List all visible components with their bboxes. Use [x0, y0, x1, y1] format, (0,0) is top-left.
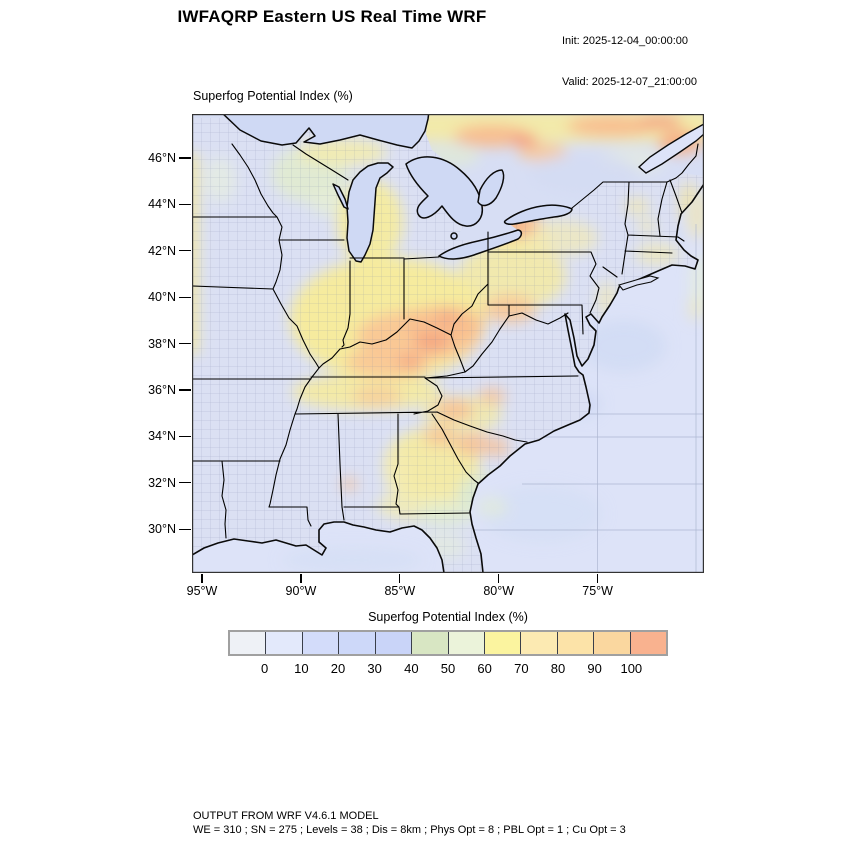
superfog-map — [192, 114, 704, 573]
lon-axis-label: 85°W — [384, 584, 416, 598]
footer-config-line: WE = 310 ; SN = 275 ; Levels = 38 ; Dis = 8km ; Phys Opt = 8 ; PBL Opt = 1 ; Cu Opt = 3 — [193, 824, 626, 836]
lat-axis-label: 36°N — [148, 383, 176, 397]
lat-axis-label: 40°N — [148, 290, 176, 305]
lat-axis-tick — [179, 343, 191, 344]
lat-axis-label: 46°N — [148, 151, 176, 165]
colorbar-segment — [558, 632, 594, 654]
init-timestamp: Init: 2025-12-04_00:00:00 — [562, 35, 688, 47]
colorbar-tick-label: 10 — [294, 661, 309, 676]
footer — [193, 809, 626, 837]
lon-axis-tick — [399, 574, 400, 584]
lat-axis-label: 38°N — [148, 336, 176, 351]
lon-axis-tick — [597, 574, 598, 584]
colorbar-segment — [230, 632, 266, 654]
model-timestamps — [562, 8, 697, 116]
colorbar-tick-label: 0 — [261, 661, 269, 676]
colorbar-segment — [303, 632, 339, 654]
lon-axis-label: 80°W — [483, 584, 515, 598]
colorbar-tick-label: 90 — [587, 661, 602, 676]
lon-axis-tick — [201, 574, 202, 584]
colorbar-segment — [412, 632, 448, 654]
lat-axis-tick — [179, 436, 191, 437]
map-canvas — [192, 114, 704, 573]
lat-axis-tick — [179, 250, 191, 251]
lat-axis-label: 42°N — [148, 243, 176, 258]
colorbar-title: Superfog Potential Index (%) — [368, 610, 528, 624]
colorbar-tick-label: 70 — [514, 661, 529, 676]
lat-axis-label: 30°N — [148, 522, 176, 537]
lat-axis-tick — [179, 204, 191, 205]
colorbar-segment — [266, 632, 302, 654]
lake-st-clair — [451, 233, 457, 239]
colorbar-tick-label: 50 — [440, 661, 456, 676]
colorbar-tick-label: 40 — [404, 661, 419, 676]
lat-axis-label: 34°N — [148, 429, 176, 444]
lon-axis-tick — [498, 574, 499, 584]
colorbar-tick-label: 80 — [550, 661, 566, 676]
colorbar-segment — [521, 632, 557, 654]
lon-axis-label: 90°W — [285, 584, 317, 598]
lon-axis-tick — [300, 574, 301, 584]
colorbar-segment — [376, 632, 412, 654]
lon-axis-label: 75°W — [582, 584, 613, 598]
colorbar-tick-label: 20 — [330, 661, 346, 676]
colorbar-segment — [594, 632, 630, 654]
lat-axis-tick — [179, 482, 191, 483]
lat-axis-tick — [179, 297, 191, 298]
colorbar-tick-label: 100 — [620, 661, 643, 676]
lat-axis-tick — [179, 529, 191, 530]
colorbar-segment — [339, 632, 375, 654]
colorbar-segment — [485, 632, 521, 654]
lon-axis-label: 95°W — [186, 584, 218, 598]
lat-axis-label: 32°N — [148, 475, 176, 490]
footer-model-line: OUTPUT FROM WRF V4.6.1 MODEL — [193, 810, 379, 822]
field-title: Superfog Potential Index (%) — [193, 89, 353, 103]
lat-axis-label: 44°N — [148, 197, 176, 212]
lat-axis-tick — [179, 389, 191, 390]
colorbar-tick-label: 60 — [477, 661, 492, 676]
colorbar-segment — [449, 632, 485, 654]
colorbar — [228, 630, 668, 656]
colorbar-segment — [631, 632, 666, 654]
colorbar-tick-label: 30 — [367, 661, 382, 676]
lat-axis-tick — [179, 157, 191, 158]
page-title: IWFAQRP Eastern US Real Time WRF — [177, 7, 487, 26]
valid-timestamp: Valid: 2025-12-07_21:00:00 — [562, 75, 697, 88]
